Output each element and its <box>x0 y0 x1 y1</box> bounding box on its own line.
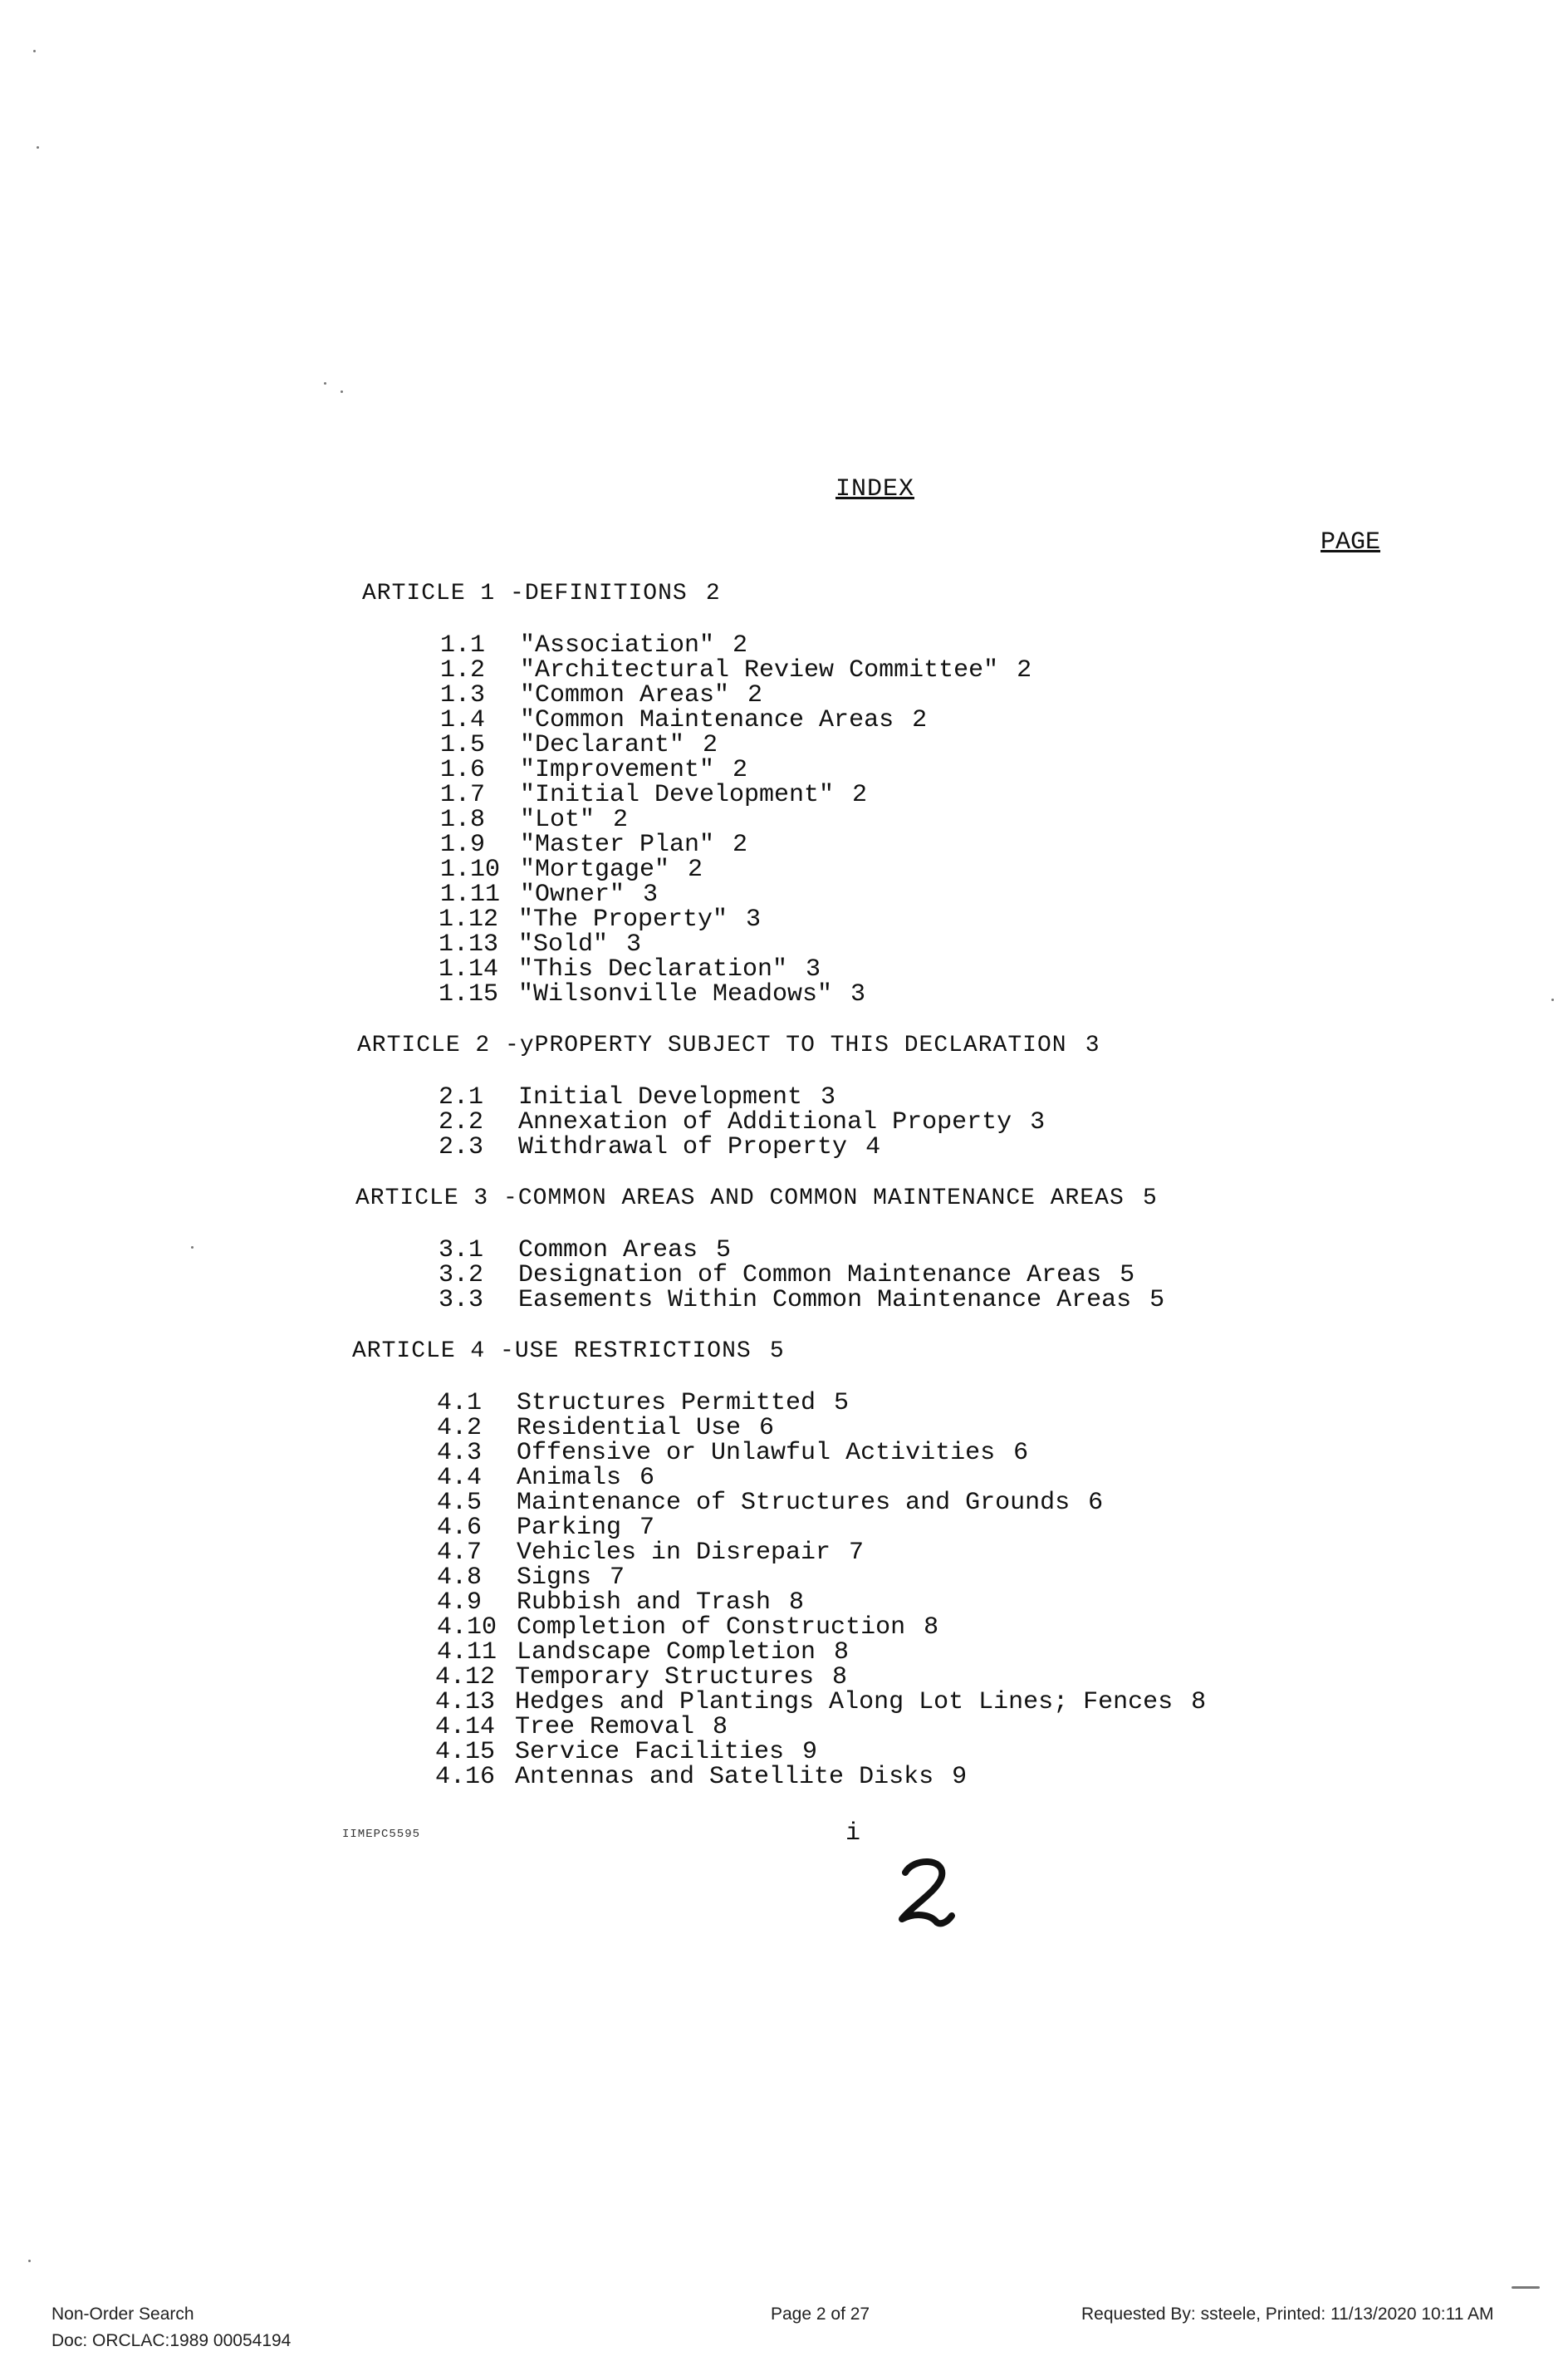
toc-number: 4.11 <box>437 1638 497 1667</box>
toc-title: "Architectural Review Committee" <box>520 656 999 685</box>
toc-number: 2.1 <box>439 1083 484 1112</box>
toc-number: 4.6 <box>437 1514 483 1542</box>
toc-number: 4.13 <box>435 1688 496 1716</box>
toc-page-number: 7 <box>849 1539 865 1567</box>
toc-title: Animals <box>517 1464 622 1492</box>
toc-title: Easements Within Common Maintenance Areas <box>518 1286 1132 1314</box>
document-code: IIMEPC5595 <box>342 1828 421 1841</box>
toc-number: 1.12 <box>439 906 499 934</box>
toc-title: Hedges and Plantings Along Lot Lines; Fences <box>515 1688 1174 1716</box>
toc-title: Offensive or Unlawful Activities <box>517 1439 996 1467</box>
footer-page-count: Page 2 of 27 <box>771 2305 870 2324</box>
toc-title: Withdrawal of Property <box>518 1133 848 1161</box>
toc-page-number: 6 <box>639 1464 655 1492</box>
toc-number: 1.9 <box>440 831 486 859</box>
toc-title: "The Property" <box>518 906 728 934</box>
toc-page-number: 8 <box>832 1663 848 1691</box>
toc-title: Initial Development <box>518 1083 803 1112</box>
toc-page-number: 2 <box>733 831 748 859</box>
scan-speck <box>191 1246 194 1249</box>
toc-title: Maintenance of Structures and Grounds <box>517 1489 1071 1517</box>
toc-page-number: 2 <box>852 781 868 809</box>
toc-page-number: 6 <box>1088 1489 1104 1517</box>
scan-speck <box>33 50 36 52</box>
toc-title: "Association" <box>520 631 715 660</box>
toc-title: "Master Plan" <box>520 831 715 859</box>
toc-number: 1.3 <box>440 681 486 709</box>
toc-title: Vehicles in Disrepair <box>517 1539 831 1567</box>
toc-number: 4.12 <box>435 1663 496 1691</box>
handwritten-page-mark <box>894 1854 960 1929</box>
toc-title: Rubbish and Trash <box>517 1588 772 1617</box>
toc-title: Designation of Common Maintenance Areas <box>518 1261 1102 1289</box>
toc-number: 4.8 <box>437 1563 483 1592</box>
toc-page-number: 2 <box>1017 656 1032 685</box>
scan-speck <box>1512 2286 1540 2289</box>
toc-title: Annexation of Additional Property <box>518 1108 1012 1136</box>
toc-title: COMMON AREAS AND COMMON MAINTENANCE AREAS <box>517 1185 1125 1211</box>
toc-page-number: 3 <box>806 955 821 984</box>
toc-title: Landscape Completion <box>517 1638 816 1667</box>
toc-title: "This Declaration" <box>518 955 788 984</box>
toc-number: 1.14 <box>439 955 499 984</box>
toc-page-number: 8 <box>1191 1688 1207 1716</box>
toc-page-number: 5 <box>1120 1261 1135 1289</box>
toc-number: 4.7 <box>437 1539 483 1567</box>
toc-page-number: 2 <box>912 706 928 734</box>
toc-title: Completion of Construction <box>517 1613 906 1642</box>
toc-number: 1.7 <box>440 781 486 809</box>
toc-title: Residential Use <box>517 1414 742 1442</box>
toc-number: 1.13 <box>439 930 499 959</box>
toc-page-number: 3 <box>643 881 659 909</box>
toc-page-number: 3 <box>850 980 866 1009</box>
toc-page-number: 2 <box>613 806 629 834</box>
toc-page-number: 5 <box>769 1338 785 1364</box>
toc-page-number: 2 <box>688 856 703 884</box>
toc-title: "Declarant" <box>520 731 685 759</box>
toc-title: Structures Permitted <box>517 1389 816 1417</box>
toc-number: 1.11 <box>440 881 501 909</box>
toc-title: Parking <box>517 1514 622 1542</box>
toc-title: USE RESTRICTIONS <box>514 1338 752 1364</box>
toc-page-number: 2 <box>733 756 748 784</box>
toc-number: 3.1 <box>439 1236 484 1264</box>
scan-speck <box>324 382 326 385</box>
toc-number: 4.14 <box>435 1713 496 1741</box>
toc-number: 4.2 <box>437 1414 483 1442</box>
toc-page-number: 8 <box>713 1713 728 1741</box>
toc-page-number: 5 <box>1142 1185 1158 1211</box>
toc-page-number: 3 <box>1085 1033 1100 1058</box>
toc-number: 4.9 <box>437 1588 483 1617</box>
scan-speck <box>28 2260 31 2262</box>
toc-title: "Mortgage" <box>520 856 670 884</box>
toc-number: 1.1 <box>440 631 486 660</box>
toc-number: 4.10 <box>437 1613 497 1642</box>
footer-doc-id: Doc: ORCLAC:1989 00054194 <box>51 2331 292 2350</box>
footer-search-type: Non-Order Search <box>51 2305 194 2324</box>
toc-title: "Owner" <box>520 881 625 909</box>
toc-number: 1.4 <box>440 706 486 734</box>
toc-page-number: 7 <box>639 1514 655 1542</box>
toc-title: Service Facilities <box>515 1738 785 1766</box>
footer-requested-by: Requested By: ssteele, Printed: 11/13/2020 10:11 AM <box>1081 2305 1494 2324</box>
toc-number: 1.6 <box>440 756 486 784</box>
toc-title: "Common Areas" <box>520 681 730 709</box>
toc-page-number: 7 <box>610 1563 625 1592</box>
toc-number: 1.8 <box>440 806 486 834</box>
toc-number: 2.3 <box>439 1133 484 1161</box>
toc-page-number: 2 <box>733 631 748 660</box>
toc-page-number: 8 <box>789 1588 805 1617</box>
toc-page-number: 3 <box>821 1083 836 1112</box>
toc-title: "Sold" <box>518 930 609 959</box>
toc-number: 1.10 <box>440 856 501 884</box>
toc-title: "Initial Development" <box>520 781 835 809</box>
toc-page-number: 3 <box>746 906 762 934</box>
toc-title: Common Areas <box>518 1236 698 1264</box>
toc-page-number: 2 <box>703 731 718 759</box>
scan-speck <box>341 390 343 393</box>
toc-title: Antennas and Satellite Disks <box>515 1763 934 1791</box>
toc-number: 2.2 <box>439 1108 484 1136</box>
toc-page-number: 2 <box>747 681 763 709</box>
toc-title: "Improvement" <box>520 756 715 784</box>
toc-number: 4.16 <box>435 1763 496 1791</box>
toc-title: yPROPERTY SUBJECT TO THIS DECLARATION <box>519 1033 1067 1058</box>
toc-number: ARTICLE 3 - <box>355 1185 518 1211</box>
toc-number: 3.3 <box>439 1286 484 1314</box>
toc-title: "Common Maintenance Areas <box>520 706 894 734</box>
toc-number: ARTICLE 4 - <box>352 1338 515 1364</box>
toc-page-number: 5 <box>834 1389 850 1417</box>
toc-page-number: 4 <box>865 1133 881 1161</box>
toc-page-number: 5 <box>716 1236 732 1264</box>
toc-number: 4.15 <box>435 1738 496 1766</box>
toc-title: Temporary Structures <box>515 1663 815 1691</box>
toc-page-number: 9 <box>952 1763 968 1791</box>
toc-number: 4.1 <box>437 1389 483 1417</box>
toc-page-number: 6 <box>1013 1439 1029 1467</box>
index-title: INDEX <box>835 475 915 503</box>
toc-page-number: 8 <box>924 1613 939 1642</box>
toc-number: 3.2 <box>439 1261 484 1289</box>
toc-number: 1.15 <box>439 980 499 1009</box>
page-number: i <box>845 1819 861 1848</box>
toc-page-number: 5 <box>1149 1286 1165 1314</box>
toc-title: "Lot" <box>520 806 595 834</box>
scan-speck <box>1551 999 1554 1001</box>
toc-page-number: 3 <box>1030 1108 1046 1136</box>
toc-title: "Wilsonville Meadows" <box>518 980 833 1009</box>
toc-number: 1.2 <box>440 656 486 685</box>
toc-number: ARTICLE 2 - <box>357 1033 520 1058</box>
toc-title: Signs <box>517 1563 592 1592</box>
toc-number: 4.3 <box>437 1439 483 1467</box>
toc-page-number: 6 <box>759 1414 775 1442</box>
toc-number: 4.4 <box>437 1464 483 1492</box>
toc-title: Tree Removal <box>515 1713 695 1741</box>
toc-page-number: 9 <box>802 1738 818 1766</box>
toc-page-number: 2 <box>705 581 721 606</box>
toc-title: DEFINITIONS <box>524 581 688 606</box>
toc-number: 4.5 <box>437 1489 483 1517</box>
toc-number: ARTICLE 1 - <box>362 581 525 606</box>
toc-number: 1.5 <box>440 731 486 759</box>
toc-page-number: 8 <box>834 1638 850 1667</box>
page-column-header: PAGE <box>1321 528 1381 557</box>
scan-speck <box>37 146 39 149</box>
toc-page-number: 3 <box>626 930 642 959</box>
